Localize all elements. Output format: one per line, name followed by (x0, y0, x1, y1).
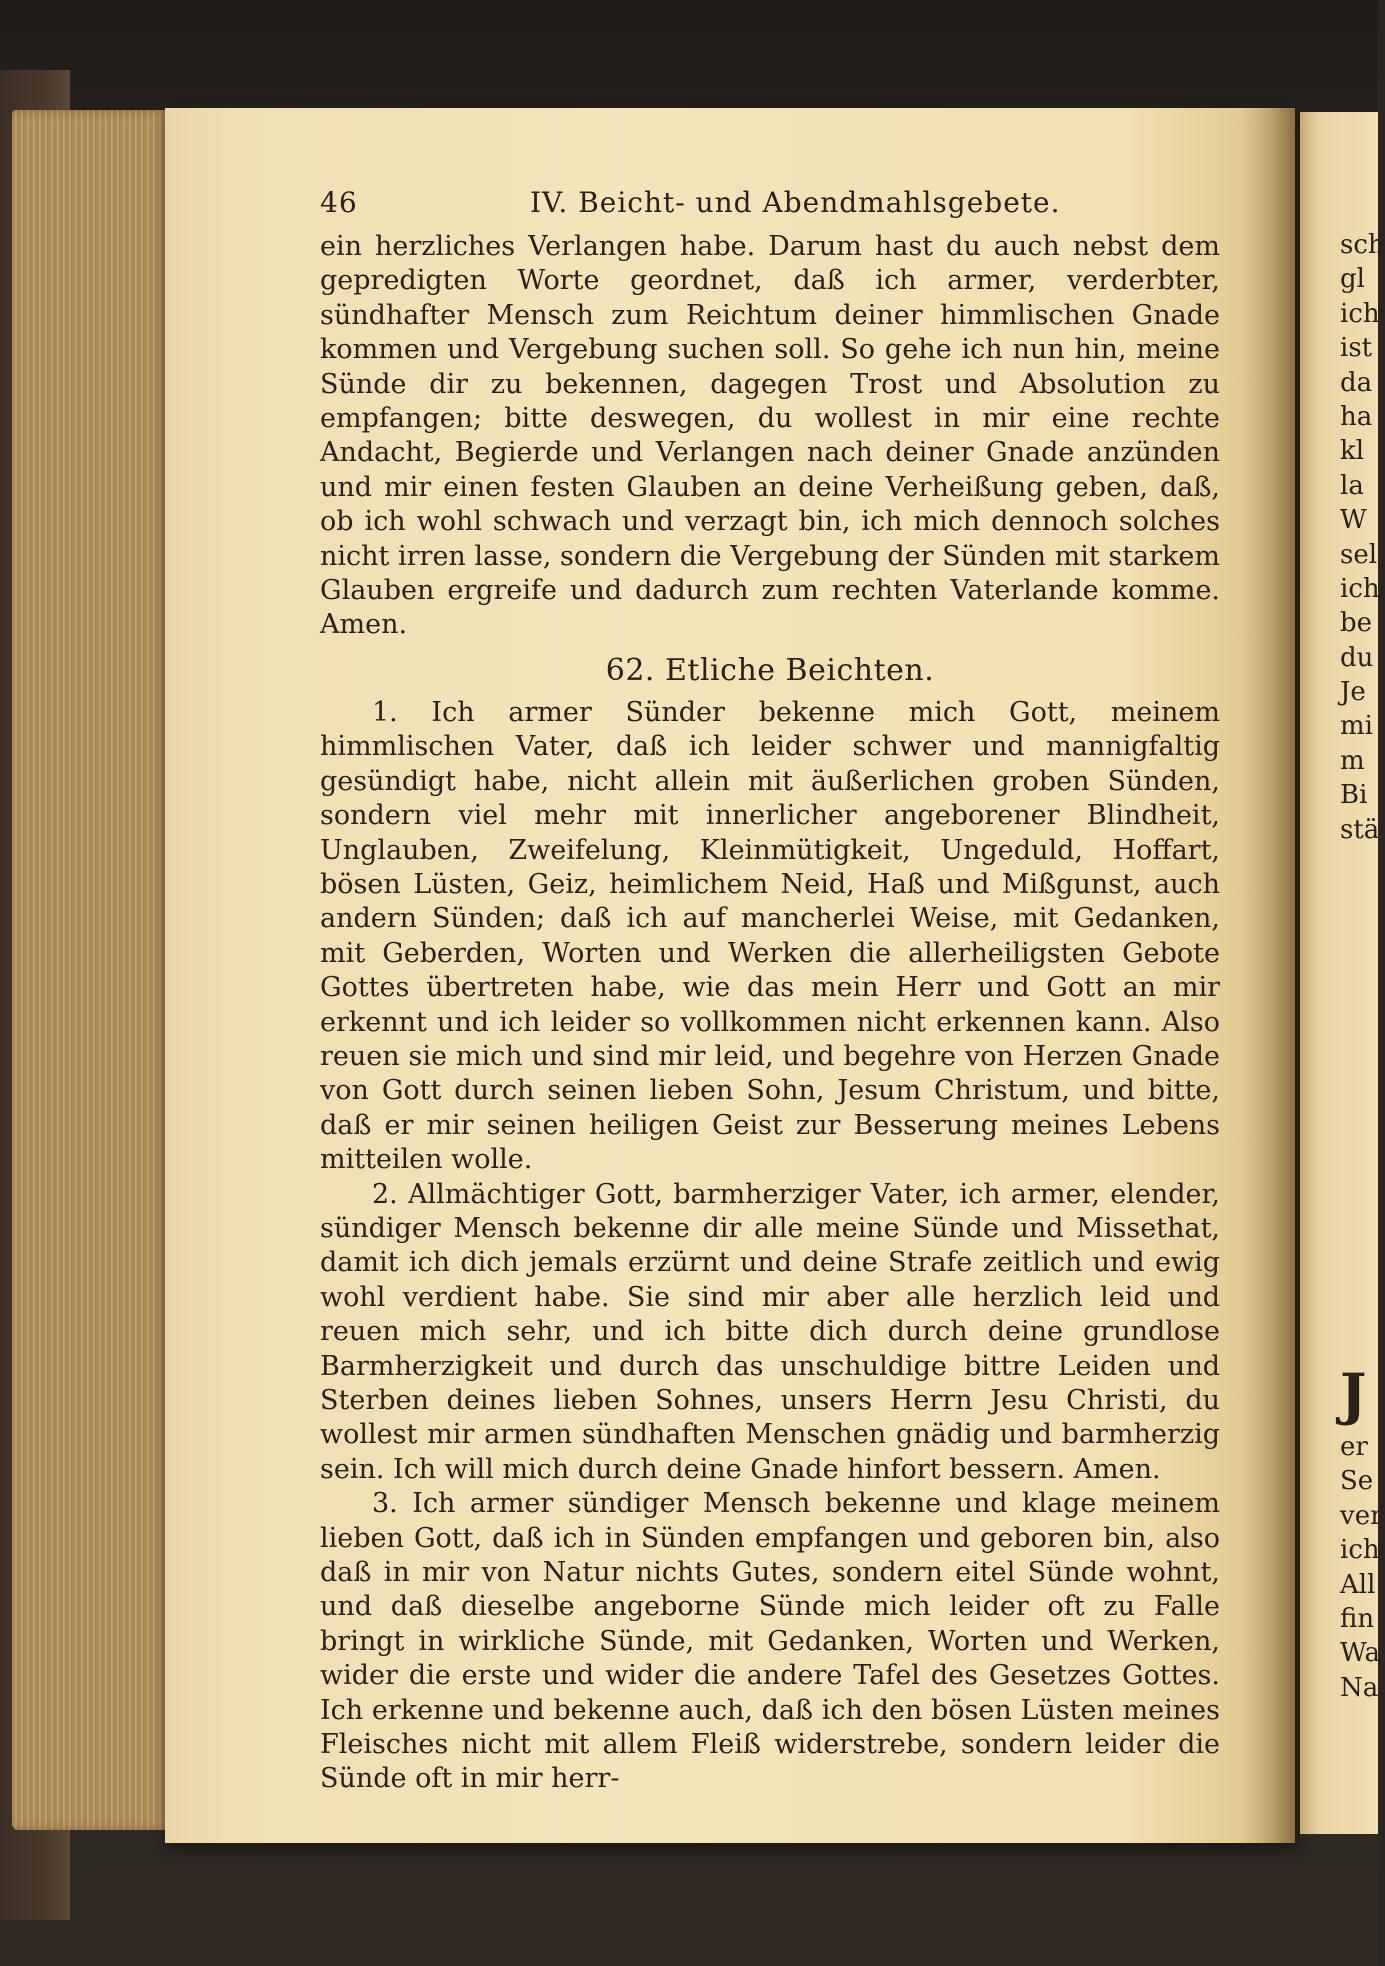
gutter-shadow (1240, 108, 1300, 1843)
fragment: gl (1340, 264, 1365, 295)
running-head: IV. Beicht- und Abendmahlsgebete. (530, 186, 1061, 219)
fragment: ich (1340, 298, 1380, 329)
body-text (320, 230, 1220, 1797)
fragment: All (1340, 1569, 1376, 1600)
fragment: be (1340, 608, 1373, 639)
fragment: mi (1340, 711, 1373, 742)
fragment: ist (1340, 333, 1373, 364)
fragment: sel (1340, 539, 1378, 570)
paragraph-continued: ein herzliches Verlangen habe. Darum hast du auch nebst dem gepredigten Worte geordnet, daß ich armer, verderbter, sündhafter Mensch zum Reichtum deiner himmlischen Gnade kommen und Vergebung suchen soll. So gehe ich nun hin, meine Sünde dir zu bekennen, dagegen Trost und Absolution zu empfangen; bitte deswegen, du wollest in mir eine rechte Andacht, Begierde und Verlangen nach deiner Gnade anzünden und mir einen festen Glauben an deine Verheißung geben, daß, ob ich wohl schwach und verzagt bin, ich mich dennoch solches nicht irren lasse, sondern die Vergebung der Sünden mit starkem Glauben ergreife und dadurch zum rechten Vaterlande komme. Amen. (320, 231, 1220, 641)
page-number: 46 (320, 186, 358, 219)
fragment: la (1340, 470, 1364, 501)
fragment: er (1340, 1432, 1368, 1462)
section-title: 62. Etliche Beichten. (605, 652, 935, 688)
fragment: Wa (1340, 1638, 1380, 1669)
fragment: da (1340, 367, 1373, 398)
fragment: Je (1340, 677, 1366, 708)
page-edges (12, 110, 172, 1830)
fragment: ich (1340, 573, 1380, 604)
page-header (320, 180, 1220, 230)
page-content (320, 180, 1220, 1797)
fragment: ha (1340, 401, 1373, 432)
facing-page-initial: J (1340, 1362, 1367, 1428)
fragment: fin (1340, 1603, 1375, 1634)
facing-page-fragments-top (1340, 228, 1385, 847)
facing-page-fragments-bottom (1340, 1430, 1383, 1705)
paragraph-confession-3: 3. Ich armer sündiger Mensch bekenne und klage meinem lieben Gott, daß ich in Sünden empfangen und geboren bin, also daß in mir von Natur nichts Gutes, sondern eitel Sünde wohnt, und daß dieselbe angeborne Sünde mich leider oft zu Falle bringt in wirkliche Sünde, mit Gedanken, Worten und Werken, wider die erste und wider die andere Tafel des Gesetzes Gottes. Ich erkenne und bekenne auch, daß ich den bösen Lüsten meines Fleisches nicht mit allem Fleiß widerstrebe, sondern leider die Sünde oft in mir herr- (320, 1488, 1220, 1795)
fragment: Na (1340, 1672, 1379, 1703)
fragment: sch (1340, 230, 1385, 260)
fragment: ich (1340, 1535, 1380, 1566)
fragment: m (1340, 745, 1365, 776)
fragment: Bi (1340, 780, 1368, 811)
fragment: W (1340, 505, 1367, 536)
fragment: stä (1340, 814, 1380, 845)
fragment: kl (1340, 436, 1365, 467)
fragment: ver (1340, 1500, 1383, 1531)
paragraph-confession-2: 2. Allmächtiger Gott, barmherziger Vater, ich armer, elender, sündiger Mensch bekenne dir alle meine Sünde und Missethat, damit ich dich jemals erzürnt und deine Strafe zeitlich und ewig wohl verdient habe. Sie sind mir aber alle herzlich leid und reuen mich sehr, und ich bitte dich durch deine grundlose Barmherzigkeit und durch das unschuldige bittre Leiden und Sterben deines lieben Sohnes, unsers Herrn Jesu Christi, du wollest mir armen sündhaften Menschen gnädig und barmherzig sein. Ich will mich durch deine Gnade hinfort bessern. Amen. (320, 1178, 1220, 1485)
fragment: du (1340, 642, 1374, 673)
fragment: Se (1340, 1466, 1374, 1497)
paragraph-confession-1: 1. Ich armer Sünder bekenne mich Gott, meinem himmlischen Vater, daß ich leider schwer und mannigfaltig gesündigt habe, nicht allein mit äußerlichen groben Sünden, sondern viel mehr mit innerlicher angeborener Blindheit, Unglauben, Zweifelung, Kleinmütigkeit, Ungeduld, Hoffart, bösen Lüsten, Geiz, heimlichem Neid, Haß und Mißgunst, auch andern Sünden; daß ich auf mancherlei Weise, mit Gedanken, mit Geberden, Worten und Werken die allerheiligsten Gebote Gottes übertreten habe, wie das mein Herr und Gott an mir erkennt und ich leider so vollkommen nicht erkennen kann. Also reuen sie mich und sind mir leid, und begehre von Herzen Gnade von Gott durch seinen lieben Sohn, Jesum Christum, und bitte, daß er mir seinen heiligen Geist zur Besserung meines Lebens mitteilen wolle. (320, 696, 1220, 1176)
